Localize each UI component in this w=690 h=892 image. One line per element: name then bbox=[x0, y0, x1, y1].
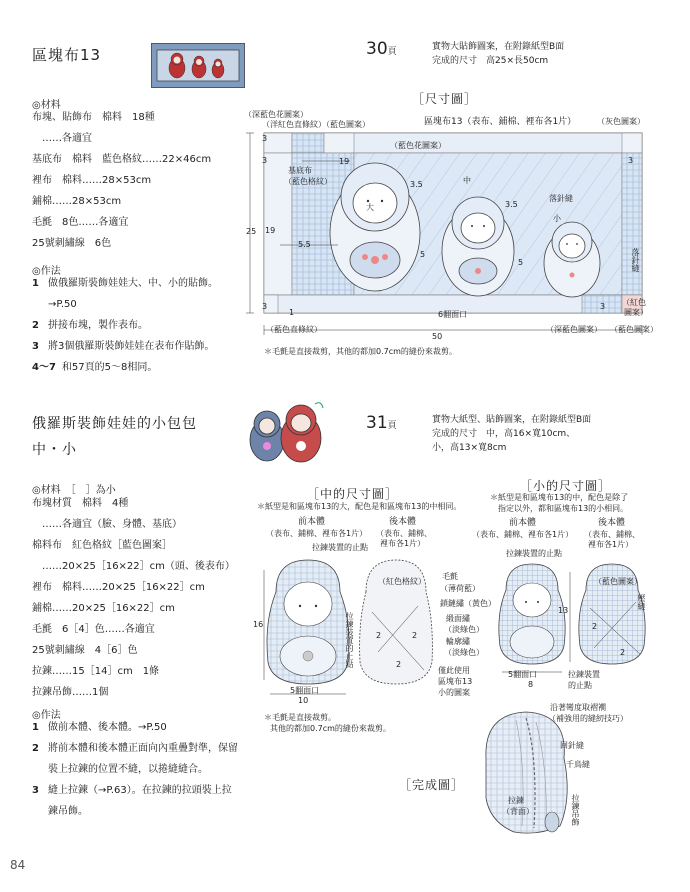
label-satin-green: （淡綠色） bbox=[444, 625, 484, 634]
dim-5-5: 5.5 bbox=[298, 240, 311, 249]
finished-zipper-back: （背面） bbox=[502, 807, 534, 816]
label-dark-blue-flower: （深藍色花圖案） bbox=[244, 110, 308, 119]
dim-19-b: 19 bbox=[265, 226, 276, 235]
small-note-2: 指定以外，都和區塊布13的小相同。 bbox=[498, 504, 629, 513]
small-front-sub: （表布、鋪棉、裡布各1片） bbox=[472, 530, 574, 539]
medium-dim-2-b: 2 bbox=[412, 631, 418, 640]
section2-steps: 1 做前本體、後本體。→P.50 2 將前本體和後本體正面向內重疊對準，保留 裝上拉鍊的位置不縫，以捲縫縫合。 3 縫上拉鍊（→P.63）。在拉鍊的拉頭裝上拉 鍊吊飾。 bbox=[32, 722, 238, 817]
small-zip-stop-2: 拉鍊裝置 bbox=[568, 670, 600, 679]
section1-info: 實物大貼飾圖案，在附錄紙型B面 完成的尺寸 高25×長50cm bbox=[432, 42, 565, 66]
dim-3-d: 3 bbox=[262, 302, 268, 311]
small-back-sub-2: 裡布各1片） bbox=[588, 540, 634, 549]
finished-zipper-pull: 拉鍊吊飾 bbox=[571, 794, 580, 826]
label-block13: 區塊布13（表布、鋪棉、裡布各1片） bbox=[424, 117, 577, 127]
finished-note-2: （補強用的縫紉技巧） bbox=[548, 714, 628, 723]
small-dim-2-b: 2 bbox=[620, 648, 626, 657]
label-red-1: （紅色 bbox=[622, 298, 646, 307]
finished-note-1: 沿著彎度取褶襉 bbox=[550, 703, 606, 712]
label-drop-stitch: 落針縫 bbox=[549, 194, 573, 203]
finished-diagram-title: ［完成圖］ bbox=[399, 778, 465, 792]
label-outline: 輪廓繡 bbox=[446, 637, 470, 646]
section2-info: 實物大紙型、貼飾圖案，在附錄紙型B面 完成的尺寸 中，高16×寬10cm、 小，高13×寬8cm bbox=[432, 415, 592, 453]
medium-footnote-2: 其他的都加0.7cm的縫份來裁剪。 bbox=[270, 724, 391, 733]
label-medium: 中 bbox=[463, 176, 471, 185]
dim-5-a: 5 bbox=[420, 250, 426, 259]
medium-diagram-title: ［中的尺寸圖］ bbox=[307, 487, 399, 501]
label-base-cloth-blue-check: （藍色格紋） bbox=[284, 177, 332, 186]
small-pattern-diagram bbox=[490, 558, 660, 678]
finished-backstitch: 回針縫 bbox=[560, 741, 584, 750]
small-blue-pattern: （藍色圖案） bbox=[594, 577, 642, 586]
section2-page-ref: 31頁 bbox=[366, 413, 397, 433]
label-felt-mint: （薄荷藍） bbox=[440, 584, 480, 593]
small-diagram-title: ［小的尺寸圖］ bbox=[520, 479, 612, 493]
section2-title: 俄羅斯裝飾娃娃的小包包 中・小 bbox=[32, 416, 197, 458]
dim-19-a: 19 bbox=[339, 157, 350, 166]
medium-dim-2-a: 2 bbox=[376, 631, 382, 640]
small-opening-5: 5翻面口 bbox=[508, 670, 538, 679]
dim-3-5-a: 3.5 bbox=[410, 180, 423, 189]
medium-dim-16: 16 bbox=[253, 620, 264, 629]
label-chain-yellow: 鎖鏈繡（黃色） bbox=[440, 599, 496, 608]
label-small: 小 bbox=[553, 214, 561, 223]
dim-25: 25 bbox=[246, 227, 257, 236]
medium-back-label: 後本體 bbox=[389, 517, 417, 527]
small-dim-8: 8 bbox=[528, 680, 534, 689]
label-dark-blue: （深藍色圖案） bbox=[546, 325, 602, 334]
dim-50: 50 bbox=[432, 332, 443, 341]
section2-method-head: ◎作法 bbox=[32, 710, 61, 721]
section1-steps: 1 做俄羅斯裝飾娃娃大、中、小的貼飾。 →P.50 2 拼接布塊，製作表布。 3 將3個俄羅斯裝飾娃娃在表布作貼飾。 4～7 和57頁的5～8相同。 bbox=[32, 278, 218, 373]
section1-footnote: ＊毛氈是直接裁剪，其他的都加0.7cm的縫份來裁剪。 bbox=[264, 347, 457, 356]
label-opening-6: 6翻面口 bbox=[438, 310, 468, 319]
label-blue-stripe: （藍色直條紋） bbox=[266, 325, 322, 334]
label-only-use-3: 小的圖案 bbox=[438, 688, 470, 697]
dim-3-e: 3 bbox=[600, 302, 606, 311]
label-satin: 緞面繡 bbox=[446, 614, 470, 623]
section1-title: 區塊布13 bbox=[32, 46, 102, 64]
medium-front-sub: （表布、鋪棉、裡布各1片） bbox=[266, 529, 368, 538]
small-zip-stop-2b: 的止點 bbox=[568, 681, 592, 690]
label-blue: （藍色圖案） bbox=[610, 325, 658, 334]
medium-back-sub-1: （表布、鋪棉、 bbox=[376, 529, 432, 538]
label-blue-flower: （藍色花圖案） bbox=[390, 141, 446, 150]
label-grey: （灰色圖案） bbox=[597, 117, 645, 126]
medium-note: ＊紙型是和區塊布13的大，配色是和區塊布13的中相同。 bbox=[257, 502, 462, 511]
label-only-use-1: 僅此使用 bbox=[438, 666, 470, 675]
medium-back-sub-2: 裡布各1片） bbox=[380, 539, 426, 548]
dim-3-b: 3 bbox=[262, 156, 268, 165]
medium-red-check: （紅色格紋） bbox=[378, 577, 426, 586]
medium-zip-stop-vertical: 拉鍊裝置的止點 bbox=[345, 612, 354, 668]
dim-3-a: 3 bbox=[262, 134, 268, 143]
medium-footnote-1: ＊毛氈是直接裁剪。 bbox=[264, 713, 336, 722]
section1-materials-head: ◎材料 bbox=[32, 100, 61, 111]
medium-opening-5: 5翻面口 bbox=[290, 686, 320, 695]
finished-herringbone: 千鳥縫 bbox=[566, 760, 590, 769]
small-back-label: 後本體 bbox=[598, 518, 626, 528]
section1-materials: 布塊、貼飾布 棉料 18種 ……各適宜 基底布 棉料 藍色格紋……22×46cm 裡布 棉料……28×53cm 鋪棉……28×53cm 毛氈 8色……各適宜 25號刺繡線 6色 bbox=[32, 112, 212, 249]
label-base-cloth: 基底布 bbox=[288, 166, 312, 175]
section1-page-ref: 30頁 bbox=[366, 39, 397, 59]
section1-diagram-title: ［尺寸圖］ bbox=[412, 92, 478, 106]
section2-materials: 布塊材質 棉料 4種 ……各適宜（臉、身體、基底） 棉料布 紅色格紋［藍色圖案］ ……20×25［16×22］cm（頭、後表布） 裡布 棉料……20×25［16×22］cm 鋪棉……20×25［16×22］cm 毛氈 6［4］色……各適宜 25號刺繡線 4［6］色 拉鍊……15［14］cm 1條 拉鍊吊飾……1個 bbox=[32, 498, 235, 698]
small-dim-13: 13 bbox=[558, 606, 569, 615]
section2-photo bbox=[245, 398, 327, 464]
section1-photo bbox=[151, 43, 245, 88]
label-drop-stitch-vertical: 落針縫 bbox=[631, 248, 640, 272]
section2-materials-head: ◎材料 ［ ］為小 bbox=[32, 485, 116, 496]
medium-dim-10: 10 bbox=[298, 696, 309, 705]
small-zip-stop: 拉鍊裝置的止點 bbox=[506, 549, 562, 558]
dim-3-c: 3 bbox=[628, 156, 634, 165]
section1-method-head: ◎作法 bbox=[32, 266, 61, 277]
label-only-use-2: 區塊布13 bbox=[438, 677, 473, 686]
medium-front-label: 前本體 bbox=[298, 517, 326, 527]
small-note-1: ＊紙型是和區塊布13的中，配色是除了 bbox=[490, 493, 629, 502]
small-back-sub-1: （表布、鋪棉、 bbox=[584, 530, 640, 539]
dim-3-5-b: 3.5 bbox=[505, 200, 518, 209]
label-felt: 毛氈 bbox=[442, 572, 458, 581]
medium-dim-2-c: 2 bbox=[396, 660, 402, 669]
label-magenta-stripe: （洋紅色直條紋）（藍色圖案） bbox=[262, 120, 370, 129]
dim-5-b: 5 bbox=[518, 258, 524, 267]
page-number: 84 bbox=[10, 858, 26, 872]
label-outline-green: （淡綠色） bbox=[444, 648, 484, 657]
label-red-2: 圖案） bbox=[624, 308, 648, 317]
finished-zipper: 拉鍊 bbox=[508, 796, 524, 805]
small-dim-2-a: 2 bbox=[592, 622, 598, 631]
label-large: 大 bbox=[366, 203, 374, 212]
medium-zip-stop: 拉鍊裝置的止點 bbox=[312, 543, 368, 552]
dim-1: 1 bbox=[289, 308, 295, 317]
small-quilt-label: 壓縫 bbox=[637, 594, 646, 610]
small-front-label: 前本體 bbox=[509, 518, 537, 528]
